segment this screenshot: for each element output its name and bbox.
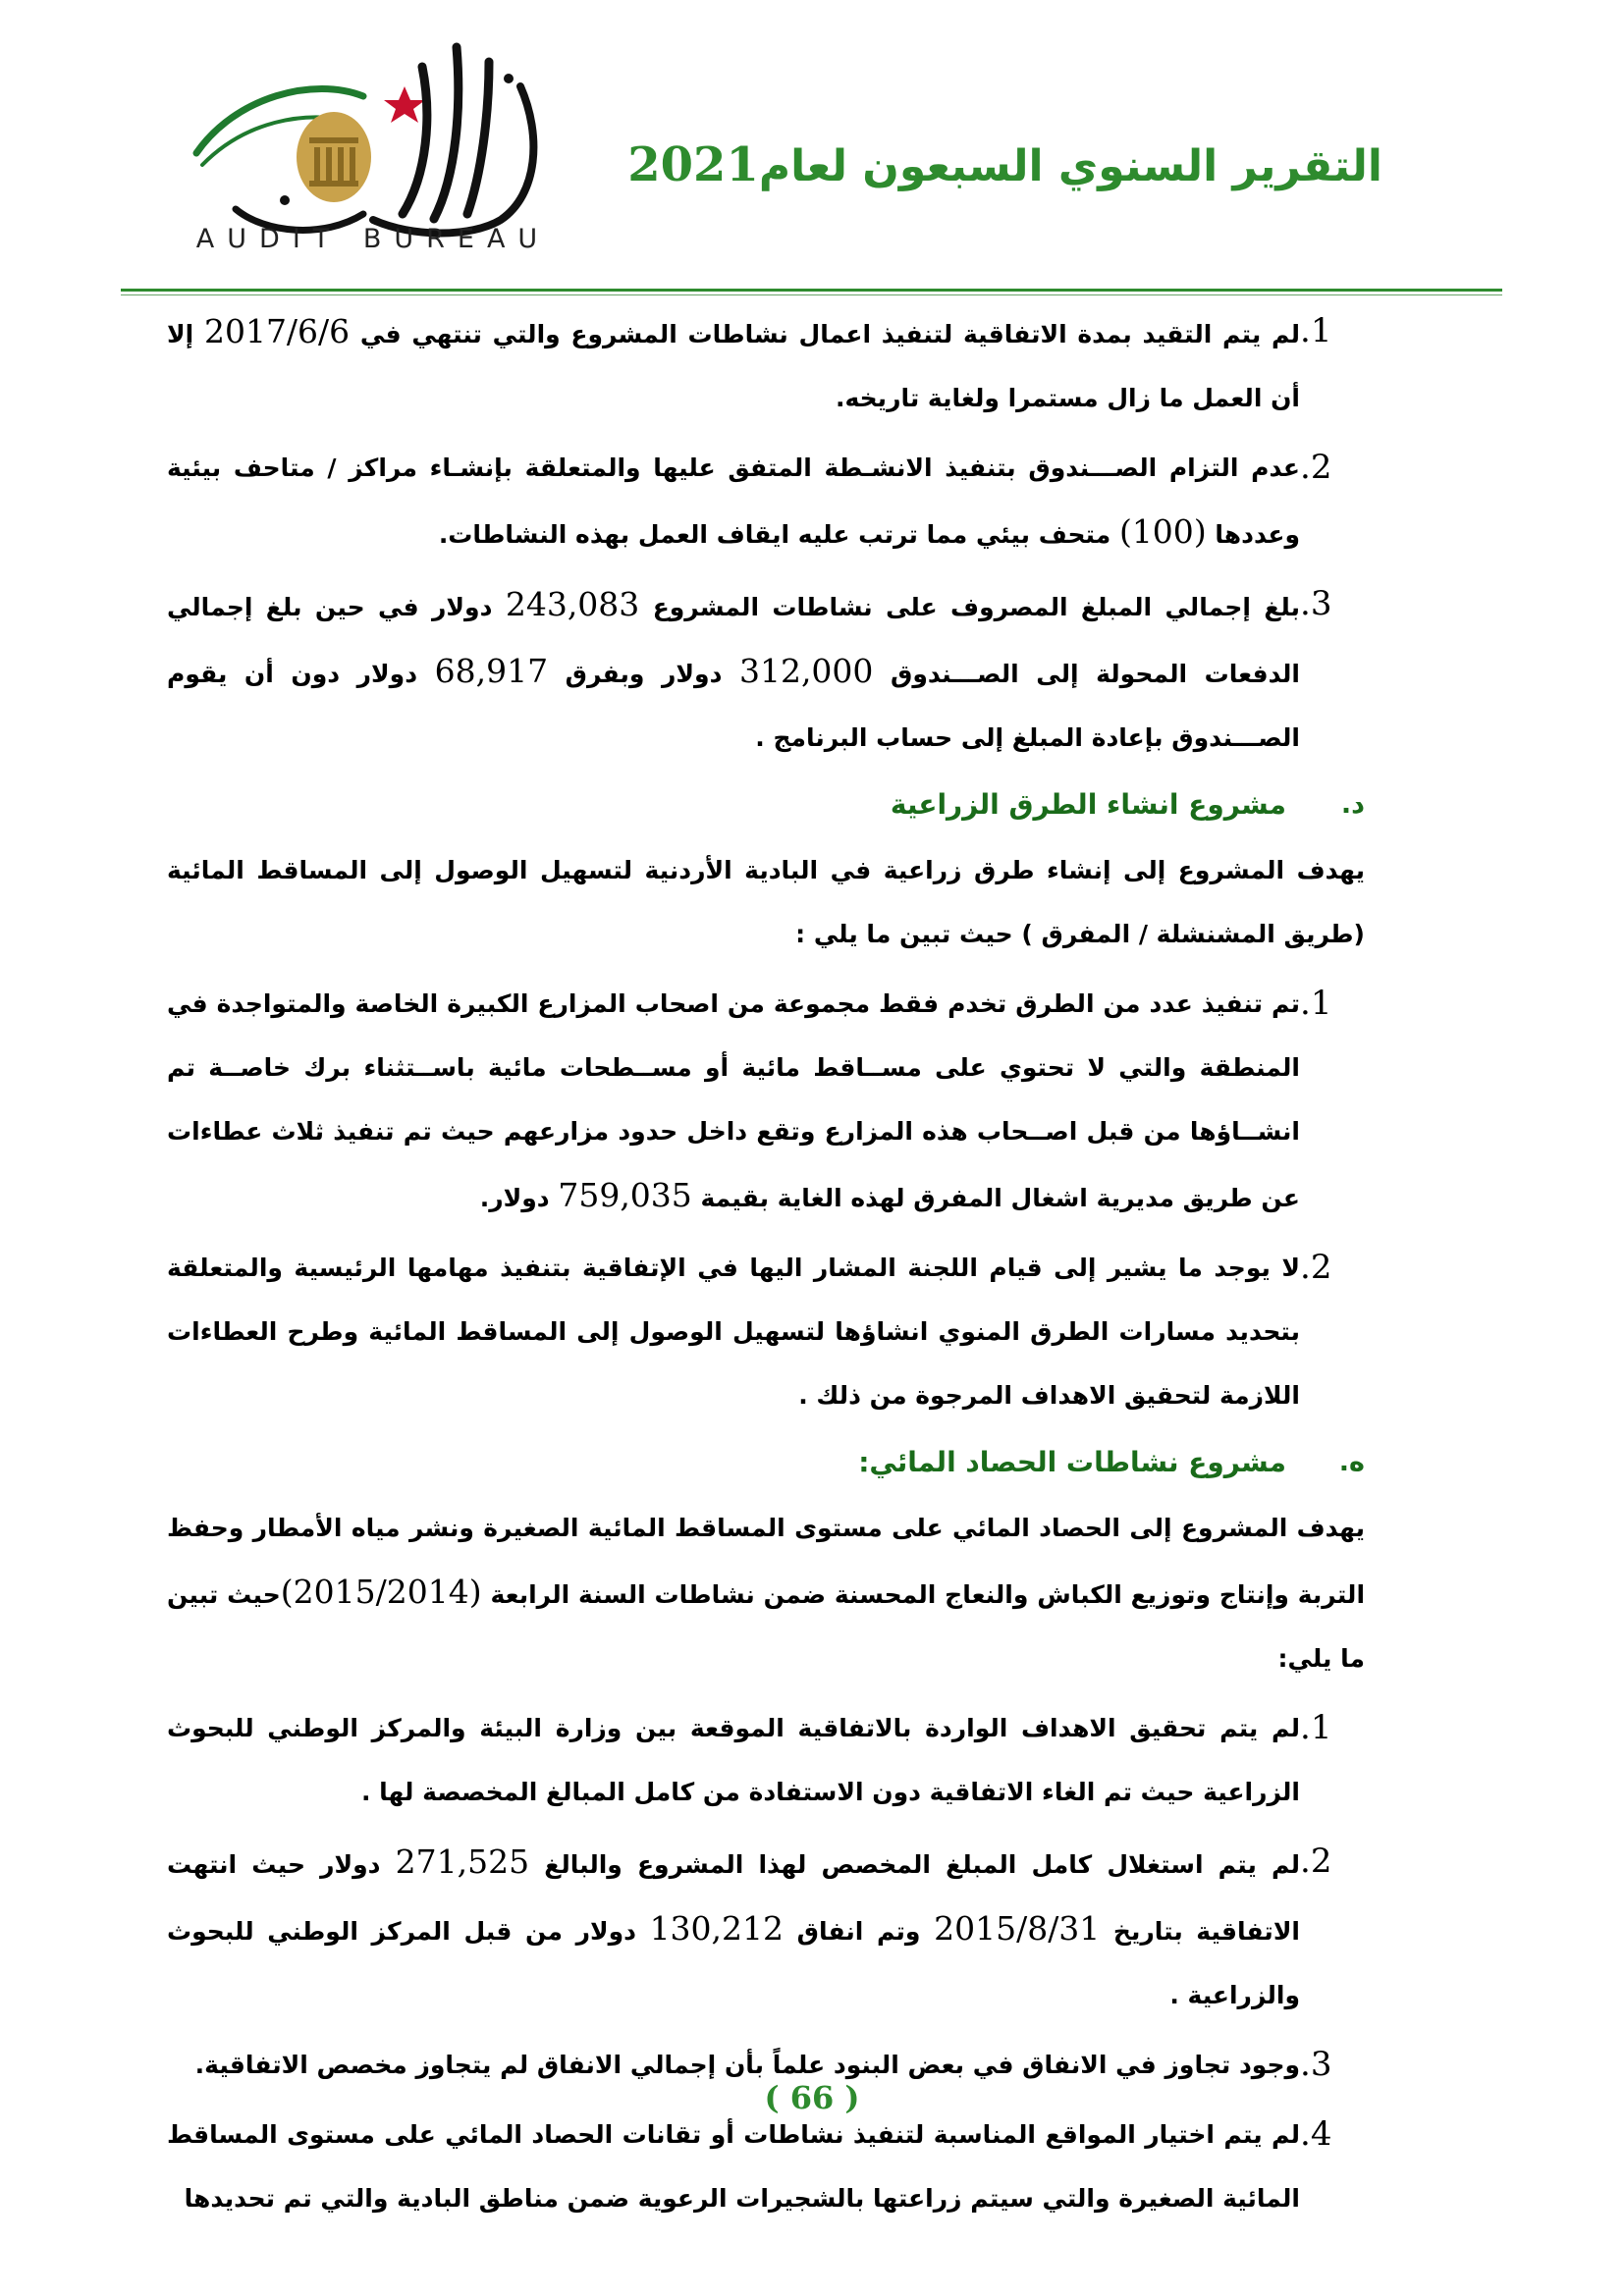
- text-run: متحف بيئي مما ترتب عليه ايقاف العمل بهذه النشاطات.: [438, 520, 1119, 549]
- list-item-text: [167, 572, 1300, 770]
- list-item: [167, 1236, 1365, 1427]
- list-item: [167, 299, 1365, 430]
- section-h-heading: [167, 1433, 1365, 1490]
- number-value: 243,083: [505, 585, 640, 623]
- number-value: 312,000: [738, 652, 874, 690]
- list-item-text: [167, 1696, 1300, 1824]
- section-h-title: مشروع نشاطات الحصاد المائي:: [858, 1445, 1286, 1478]
- number-value: 2017/6/6: [203, 312, 351, 350]
- text-run: يهدف المشروع إلى الحصاد المائي على مستوى المساقط المائية الصغيرة ونشر مياه الأمطار وحفظ التربة وإنتاج وتوزيع الكباش والنعاج المحسنة ضمن نشاطات السنة الرابعة: [167, 1514, 1366, 1609]
- list-item-number: 1.: [1300, 1708, 1332, 1747]
- page-content: [167, 299, 1365, 2236]
- text-run: لا يوجد ما يشير إلى قيام اللجنة المشار اليها في الإتفاقية بتنفيذ مهامها الرئيسية والمتعلقة بتحديد مسارات الطرق المنوي انشاؤها لتسهيل الوصول إلى المساقط المائية وطرح العطاءات اللازمة لتحقيق الاهداف المرجوة من ذلك .: [167, 1254, 1300, 1410]
- list-item: [167, 572, 1365, 770]
- text-run: إلا أن العمل ما زال مستمرا ولغاية تاريخه.: [167, 320, 1300, 412]
- text-run: لم يتم التقيد بمدة الاتفاقية لتنفيذ اعمال نشاطات المشروع والتي تنتهي في: [350, 320, 1301, 348]
- list-item-text: [167, 1830, 1300, 2027]
- list-item-text: [167, 972, 1300, 1230]
- section-d-title: مشروع انشاء الطرق الزراعية: [890, 787, 1286, 821]
- number-value: 759,035: [558, 1176, 692, 1214]
- header-divider: [121, 289, 1502, 292]
- page-number: ( 66 ): [764, 2079, 860, 2116]
- text-run: حيث تبين ما يلي:: [167, 1580, 1365, 1673]
- list-item-text: [167, 1236, 1300, 1427]
- list-item-number: 1.: [1300, 311, 1332, 350]
- text-run: دولار حيث انتهت الاتفاقية بتاريخ: [167, 1850, 1300, 1946]
- header-divider-thin: [121, 294, 1502, 295]
- list-item-number: 3.: [1300, 584, 1332, 623]
- list-item: [167, 1830, 1365, 2027]
- list-item: [167, 1696, 1365, 1824]
- list-item: [167, 972, 1365, 1230]
- section-h-items: [167, 1696, 1365, 2230]
- text-run: عدم التزام الصـــندوق بتنفيذ الانشـطة المتفق عليها والمتعلقة بإنشـاء مراكز / متاحف بيئية وعددها: [167, 454, 1300, 549]
- section-d-items: [167, 972, 1365, 1427]
- list-item-text: [167, 2103, 1300, 2230]
- number-value: (2015/2014): [280, 1573, 482, 1611]
- report-year: 2021: [627, 137, 759, 192]
- number-value: 2015/8/31: [934, 1909, 1101, 1948]
- section-d-intro: يهدف المشروع إلى إنشاء طرق زراعية في البادية الأردنية لتسهيل الوصول إلى المساقط المائية (طريق المشنشلة / المفرق ) حيث تبين ما يلي :: [167, 856, 1365, 948]
- text-run: وجود تجاوز في الانفاق في بعض البنود علماً بأن إجمالي الانفاق لم يتجاوز مخصص الاتفاقية.: [194, 2051, 1300, 2079]
- list-c: [167, 299, 1365, 770]
- list-item-text: [167, 436, 1300, 566]
- list-item-number: 2.: [1300, 448, 1332, 487]
- section-d-heading: [167, 775, 1365, 832]
- list-item-number: 2.: [1300, 1248, 1332, 1287]
- text-run: بلغ إجمالي المبلغ المصروف على نشاطات المشروع: [639, 593, 1300, 621]
- text-run: لم يتم تحقيق الاهداف الواردة بالاتفاقية الموقعة بين وزارة البيئة والمركز الوطني للبحوث الزراعية حيث تم الغاء الاتفاقية دون الاستفادة من كامل المبالغ المخصصة لها .: [167, 1714, 1300, 1806]
- section-h-intro: [167, 1496, 1365, 1690]
- text-run: لم يتم اختيار المواقع المناسبة لتنفيذ نشاطات أو تقانات الحصاد المائي على مستوى المساقط المائية الصغيرة والتي سيتم زراعتها بالشجيرات الرعوية ضمن مناطق البادية والتي تم تحديدها: [167, 2120, 1300, 2213]
- text-run: دولار.: [479, 1184, 559, 1212]
- text-run: لم يتم استغلال كامل المبلغ المخصص لهذا المشروع والبالغ: [529, 1850, 1300, 1879]
- list-item-number: 4.: [1300, 2114, 1332, 2154]
- text-run: تم تنفيذ عدد من الطرق تخدم فقط مجموعة من اصحاب المزارع الكبيرة الخاصة والمتواجدة في المنطقة والتي لا تحتوي على مســاقط مائية أو مســطحات مائية باســتثناء برك خاصــة تم انشــاؤها من قبل اصــحاب هذه المزارع وتقع داخل حدود مزارعهم حيث تم تنفيذ ثلاث عطاءات عن طريق مديرية اشغال المفرق لهذه الغاية بقيمة: [167, 989, 1300, 1212]
- list-item-text: [167, 299, 1300, 430]
- section-h-letter: ه.: [1338, 1446, 1365, 1477]
- text-run: دولار دون أن يقوم الصـــندوق بإعادة المبلغ إلى حساب البرنامج .: [167, 660, 1300, 752]
- report-title: [627, 137, 1382, 192]
- report-title-text: التقرير السنوي السبعون لعام: [758, 141, 1382, 191]
- text-run: دولار في حين بلغ إجمالي الدفعات المحولة إلى الصـــندوق: [167, 593, 1301, 688]
- text-run: وتم انفاق: [784, 1917, 935, 1946]
- number-value: 271,525: [395, 1842, 530, 1881]
- text-run: دولار من قبل المركز الوطني للبحوث والزراعية .: [167, 1917, 1300, 2009]
- list-item: [167, 436, 1365, 566]
- list-item-number: 2.: [1300, 1842, 1332, 1881]
- section-d-letter: د.: [1340, 788, 1365, 820]
- number-value: (100): [1118, 512, 1207, 551]
- text-run: دولار وبفرق: [548, 660, 739, 688]
- list-item-number: 1.: [1300, 984, 1332, 1023]
- list-item: [167, 2103, 1365, 2230]
- number-value: 130,212: [649, 1909, 785, 1948]
- logo-caption: AUDIT BUREAU: [195, 224, 551, 254]
- page-header: [0, 0, 1624, 294]
- list-item-number: 3.: [1300, 2045, 1332, 2084]
- list-c-items: [167, 299, 1365, 770]
- number-value: 68,917: [434, 652, 549, 690]
